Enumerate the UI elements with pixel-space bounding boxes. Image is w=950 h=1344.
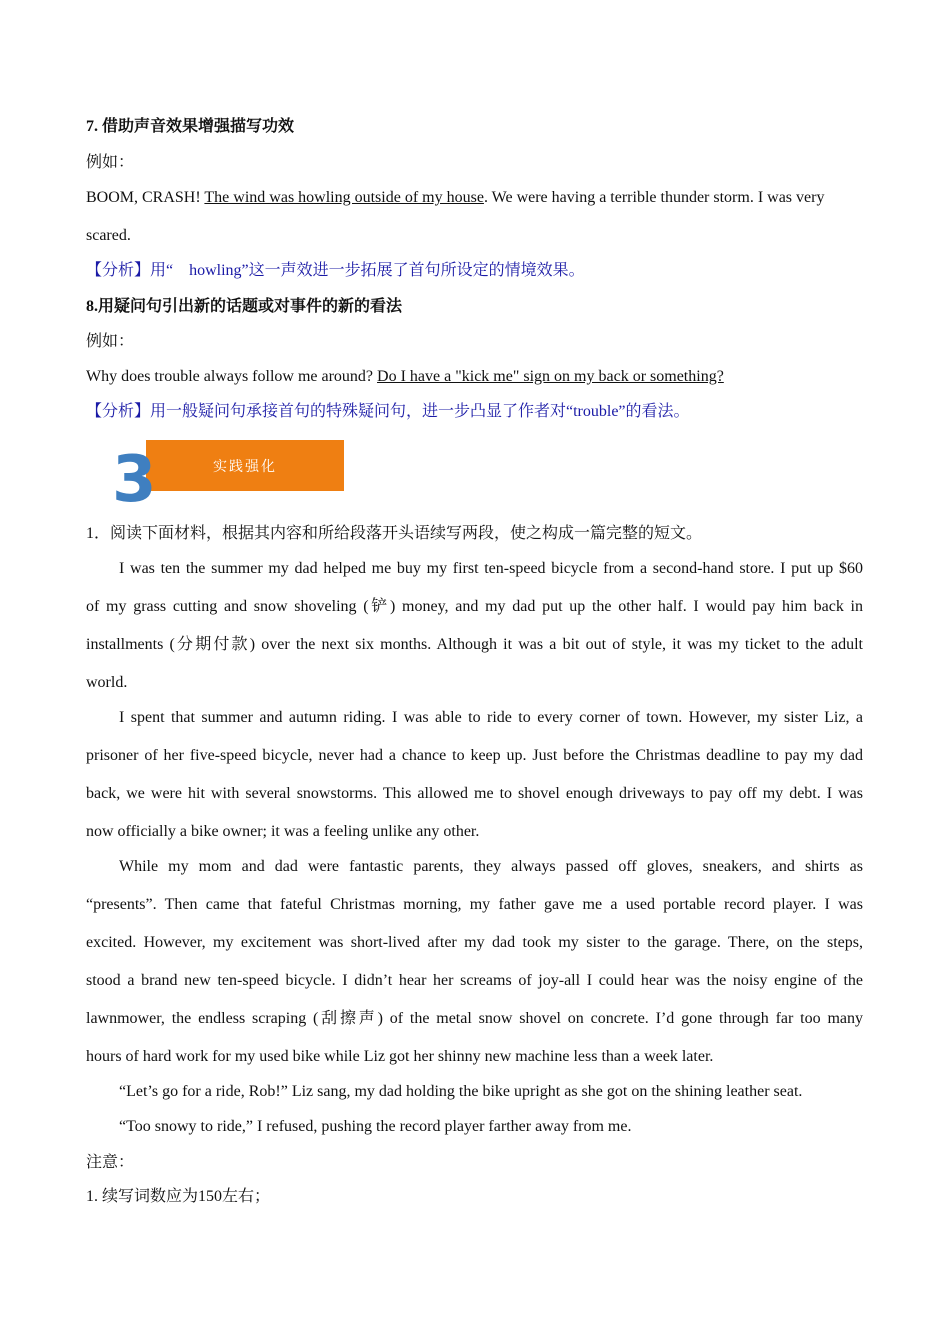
passage-line: prisoner of her five-speed bicycle, never had a chance to keep up. Just before the Christmas deadline to pay my dad xyxy=(86,747,863,764)
passage-line: I was ten the summer my dad helped me buy my first ten-speed bicycle from a second-hand store. I put up $60 xyxy=(119,560,863,577)
section-8-title: 8.用疑问句引出新的话题或对事件的新的看法 xyxy=(86,298,403,315)
passage-line: excited. However, my excitement was short-lived after my dad took my sister to the garage. There, on the steps, xyxy=(86,934,863,951)
section-7-example-line1 xyxy=(86,188,863,208)
section-7-title: 7. 借助声音效果增强描写功效 xyxy=(86,118,295,135)
note-label: 注意： xyxy=(86,1154,135,1171)
section-banner-label: 实践强化 xyxy=(146,440,344,491)
section-7-example-line2: scared. xyxy=(86,227,131,244)
passage-line: world. xyxy=(86,674,128,691)
passage-line: While my mom and dad were fantastic parents, they always passed off gloves, sneakers, and shirts as xyxy=(119,858,863,875)
passage-line: I spent that summer and autumn riding. I was able to ride to every corner of town. However, my sister Liz, a xyxy=(119,709,863,726)
section-8-analysis: 【分析】用一般疑问句承接首句的特殊疑问句，进一步凸显了作者对“trouble”的看法。 xyxy=(86,403,690,420)
passage-line: now officially a bike owner; it was a feeling unlike any other. xyxy=(86,823,480,840)
task-intro: 1．阅读下面材料，根据其内容和所给段落开头语续写两段，使之构成一篇完整的短文。 xyxy=(86,525,703,542)
note-item: 1. 续写词数应为150左右； xyxy=(86,1188,271,1205)
example-text: Why does trouble always follow me around? xyxy=(86,368,378,385)
passage-line: lawnmower, the endless scraping (刮擦声) of the metal snow shovel on concrete. I’d gone through far too many xyxy=(86,1010,863,1027)
section-7-analysis: 【分析】用“ howling”这一声效进一步拓展了首句所设定的情境效果。 xyxy=(86,262,585,279)
example-text: . We were having a terrible thunder storm. I was very xyxy=(483,189,825,206)
passage-line: “Too snowy to ride,” I refused, pushing the record player farther away from me. xyxy=(119,1118,632,1135)
section-banner-number: 3 xyxy=(112,443,157,517)
example-text: BOOM, CRASH! xyxy=(86,189,205,206)
example-underlined-text: Do I have a "kick me" sign on my back or something? xyxy=(377,368,724,385)
passage-line: back, we were hit with several snowstorms. This allowed me to shovel enough driveways to pay off my debt. I was xyxy=(86,785,863,802)
passage-line: hours of hard work for my used bike while Liz got her shinny new machine less than a week later. xyxy=(86,1048,714,1065)
section-8-example-line xyxy=(86,367,863,387)
section-8-example-label: 例如： xyxy=(86,333,135,350)
passage-line: stood a brand new ten-speed bicycle. I didn’t hear her screams of joy-all I could hear was the noisy engine of the xyxy=(86,972,863,989)
passage-line: “presents”. Then came that fateful Christmas morning, my father gave me a used portable record player. I was xyxy=(86,896,863,913)
passage-line: installments (分期付款) over the next six months. Although it was a bit out of style, it was my ticket to the adult xyxy=(86,636,863,653)
section-7-example-label: 例如： xyxy=(86,154,135,171)
example-underlined-text: The wind was howling outside of my house xyxy=(204,189,484,206)
passage-line: of my grass cutting and snow shoveling (铲) money, and my dad put up the other half. I would pay him back in xyxy=(86,598,864,615)
passage-line: “Let’s go for a ride, Rob!” Liz sang, my dad holding the bike upright as she got on the shining leather seat. xyxy=(119,1083,803,1100)
